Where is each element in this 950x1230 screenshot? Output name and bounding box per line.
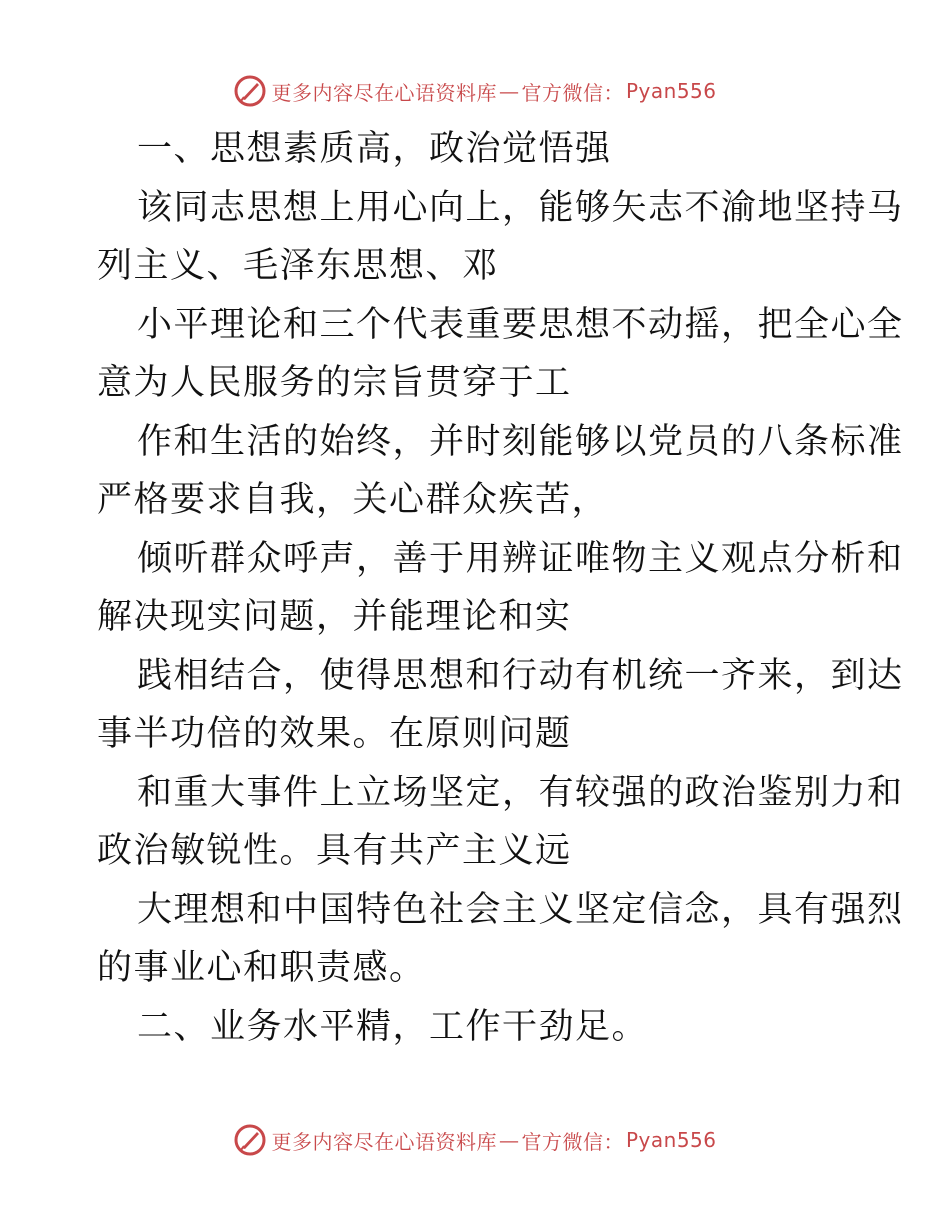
- body-line: 小平理论和三个代表重要思想不动摇，把全心全: [137, 304, 904, 345]
- watermark-dash: —: [498, 79, 520, 103]
- body-line: 列主义、毛泽东思想、邓: [97, 246, 499, 286]
- footer-watermark: [0, 1120, 950, 1160]
- body-line: 该同志思想上用心向上，能够矢志不渝地坚持马: [137, 187, 904, 228]
- header-watermark: [0, 71, 950, 111]
- body-line: 大理想和中国特色社会主义坚定信念，具有强烈: [137, 889, 904, 930]
- watermark-label: 官方微信：: [521, 1129, 624, 1154]
- watermark-dash: —: [498, 1128, 520, 1152]
- body-line: 解决现实问题，并能理论和实: [97, 597, 572, 637]
- body-line: 倾听群众呼声，善于用辨证唯物主义观点分析和: [137, 538, 904, 579]
- watermark-text: 更多内容尽在心语资料库: [271, 80, 497, 105]
- body-line: 作和生活的始终，并时刻能够以党员的八条标准: [137, 421, 904, 462]
- quill-seal-icon: [233, 1123, 267, 1157]
- body-line: 一、思想素质高，政治觉悟强: [137, 129, 612, 169]
- quill-seal-icon: [233, 74, 267, 108]
- body-line: 事半功倍的效果。在原则问题: [97, 714, 572, 754]
- body-line: 政治敏锐性。具有共产主义远: [97, 831, 572, 871]
- watermark-text: 更多内容尽在心语资料库: [271, 1129, 497, 1154]
- body-line: 的事业心和职责感。: [97, 948, 426, 988]
- watermark-label: 官方微信：: [521, 80, 624, 105]
- body-line: 二、业务水平精，工作干劲足。: [137, 1006, 649, 1047]
- body-line: 践相结合，使得思想和行动有机统一齐来，到达: [137, 655, 904, 696]
- body-line: 严格要求自我，关心群众疾苦，: [97, 480, 609, 520]
- watermark-wechat-id: Pyan556: [625, 79, 717, 103]
- body-line: 和重大事件上立场坚定，有较强的政治鉴别力和: [137, 772, 904, 813]
- document-body: [97, 120, 904, 1056]
- body-line: 意为人民服务的宗旨贯穿于工: [97, 363, 572, 403]
- watermark-wechat-id: Pyan556: [625, 1128, 717, 1152]
